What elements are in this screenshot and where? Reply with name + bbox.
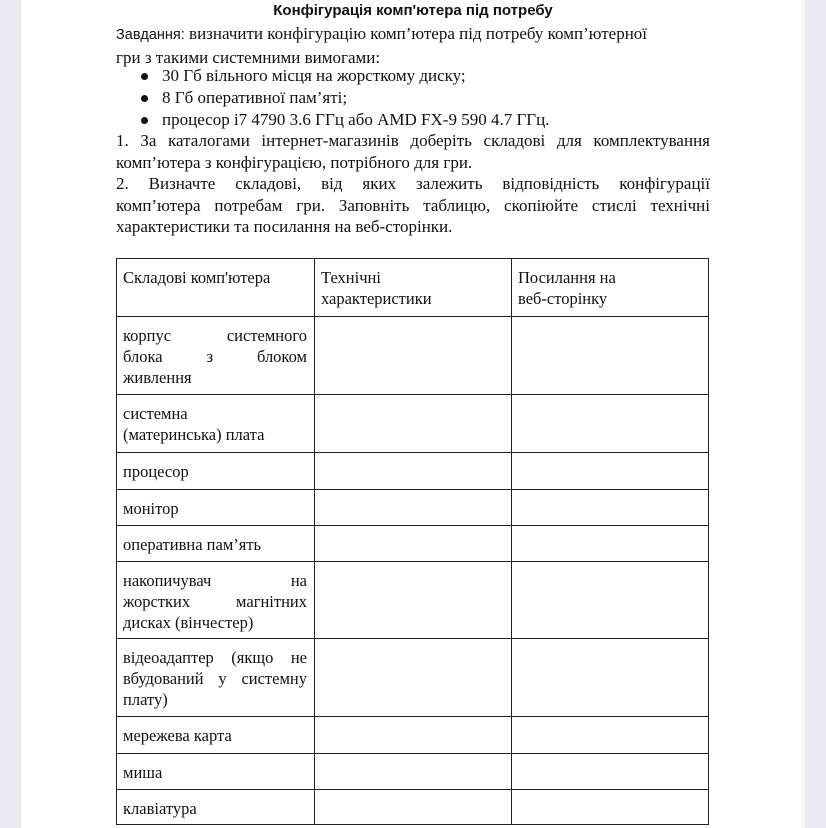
requirement-item: 30 Гб вільного місця на жорсткому диску; xyxy=(116,65,549,87)
table-row xyxy=(117,717,709,754)
bullet-icon xyxy=(141,95,148,102)
task-text-line-2: гри з такими системними вимогами: xyxy=(116,47,381,67)
specs-cell[interactable] xyxy=(315,395,512,453)
table-row xyxy=(117,639,709,717)
table-row xyxy=(117,562,709,639)
link-cell[interactable] xyxy=(512,490,709,526)
link-cell[interactable] xyxy=(512,453,709,490)
component-name-cell: корпус системного блока з блоком живлення xyxy=(117,317,315,395)
table-row xyxy=(117,790,709,825)
task-label: Завдання: xyxy=(116,27,185,43)
specs-cell[interactable] xyxy=(315,717,512,754)
step-2-instruction: 2. Визначте складові, від яких залежить відповідність конфігурації комп’ютера потребам гри. Заповніть таблицю, скопіюйте стислі технічні характеристики та посилання на веб-сторінки. xyxy=(116,174,710,236)
link-cell[interactable] xyxy=(512,754,709,790)
component-name-cell: миша xyxy=(117,754,315,790)
component-name-cell: клавіатура xyxy=(117,790,315,825)
table-row xyxy=(117,317,709,395)
link-cell[interactable] xyxy=(512,395,709,453)
components-table xyxy=(116,258,709,825)
component-name-cell: монітор xyxy=(117,490,315,526)
task-description xyxy=(116,23,710,68)
requirement-item: процесор і7 4790 3.6 ГГц або AMD FX-9 590 4.7 ГГц. xyxy=(116,109,549,131)
component-name-cell: відеоадаптер (якщо не вбудований у системну плату) xyxy=(117,639,315,717)
specs-cell[interactable] xyxy=(315,790,512,825)
component-name-cell: накопичувач на жорстких магнітних дисках (вінчестер) xyxy=(117,562,315,639)
requirement-item: 8 Гб оперативної пам’яті; xyxy=(116,87,549,109)
table-row xyxy=(117,453,709,490)
header-components: Складові комп'ютера xyxy=(117,259,315,317)
specs-cell[interactable] xyxy=(315,317,512,395)
bullet-icon xyxy=(141,117,148,124)
specs-cell[interactable] xyxy=(315,562,512,639)
document-title: Конфігурація комп'ютера під потребу xyxy=(273,2,553,19)
specs-cell[interactable] xyxy=(315,754,512,790)
link-cell[interactable] xyxy=(512,562,709,639)
link-cell[interactable] xyxy=(512,790,709,825)
table-row xyxy=(117,526,709,562)
link-cell[interactable] xyxy=(512,717,709,754)
bullet-icon xyxy=(141,73,148,80)
component-name-cell: оперативна пам’ять xyxy=(117,526,315,562)
table-row xyxy=(117,490,709,526)
component-name-cell: системна (материнська) плата xyxy=(117,395,315,453)
header-link: Посилання на веб-сторінку xyxy=(512,259,709,317)
page-edge xyxy=(802,0,805,828)
link-cell[interactable] xyxy=(512,526,709,562)
task-text-line-1: визначити конфігурацію комп’ютера під потребу комп’ютерної xyxy=(184,24,648,43)
table-row xyxy=(117,395,709,453)
link-cell[interactable] xyxy=(512,639,709,717)
specs-cell[interactable] xyxy=(315,490,512,526)
requirements-list xyxy=(116,65,549,131)
component-name-cell: мережева карта xyxy=(117,717,315,754)
specs-cell[interactable] xyxy=(315,453,512,490)
component-name-cell: процесор xyxy=(117,453,315,490)
specs-cell[interactable] xyxy=(315,639,512,717)
specs-cell[interactable] xyxy=(315,526,512,562)
table-row xyxy=(117,754,709,790)
step-1-instruction: 1. За каталогами інтернет-магазинів доберіть складові для комплектування комп’ютера з конфігурацією, потрібного для гри. xyxy=(116,131,710,172)
header-specs: Технічні характеристики xyxy=(315,259,512,317)
link-cell[interactable] xyxy=(512,317,709,395)
table-header-row xyxy=(117,259,709,317)
